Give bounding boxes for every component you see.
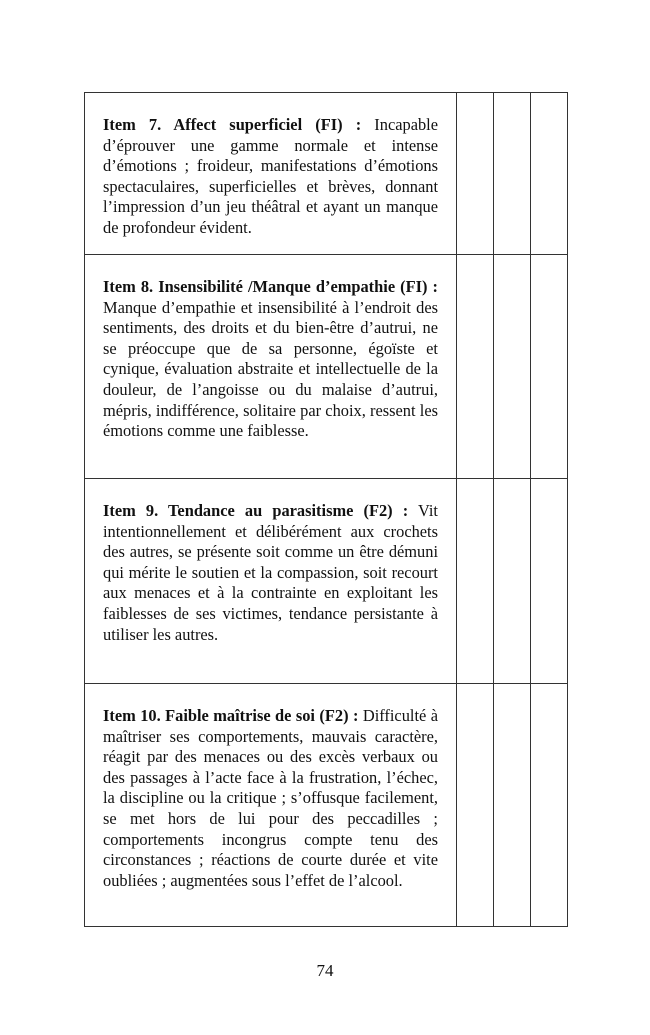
item-body: Vit intentionnellement et délibérément aux crochets des autres, se présente soit comme un être démuni qui mérite le soutien et la compassion, soit recourt aux menaces et à la contrainte en exploitant les faiblesses de ses victimes, tendance persistante à utiliser les autres. <box>103 501 438 644</box>
score-cell[interactable] <box>494 479 531 684</box>
item-8-text <box>103 277 438 442</box>
item-7-text <box>103 115 438 239</box>
score-cell[interactable] <box>531 93 568 255</box>
item-title: Item 9. Tendance au parasitisme (F2) : <box>103 501 409 520</box>
score-cell[interactable] <box>531 479 568 684</box>
score-cell[interactable] <box>494 255 531 479</box>
score-cell[interactable] <box>494 93 531 255</box>
item-title: Item 10. Faible maîtrise de soi (F2) : <box>103 706 359 725</box>
item-description-cell <box>85 479 457 684</box>
score-cell[interactable] <box>494 684 531 927</box>
score-cell[interactable] <box>457 479 494 684</box>
score-cell[interactable] <box>531 684 568 927</box>
table-row <box>85 255 568 479</box>
item-description-cell <box>85 684 457 927</box>
item-description-cell <box>85 255 457 479</box>
item-body: Incapable d’éprouver une gamme normale et intense d’émotions ; froideur, manifestations d’émotions spectaculaires, superficielles et brèves, donnant l’impression d’un jeu théâtral et ayant un manque de profondeur évident. <box>103 115 439 237</box>
items-table <box>84 92 568 927</box>
item-9-text <box>103 501 438 645</box>
table-row <box>85 479 568 684</box>
page-number: 74 <box>316 961 334 980</box>
table-row <box>85 684 568 927</box>
score-cell[interactable] <box>457 684 494 927</box>
item-title: Item 7. Affect superficiel (FI) : <box>103 115 362 134</box>
item-10-text <box>103 706 438 891</box>
item-title: Item 8. Insensibilité /Manque d’empathie (FI) : <box>103 277 438 296</box>
item-body: Manque d’empathie et insensibilité à l’endroit des sentiments, des droits et du bien-être d’autrui, ne se préoccupe que de sa personne, égoïste et cynique, évaluation abstraite et intellectuelle de la douleur, de l’angoisse ou du malaise d’autrui, mépris, indifférence, solitaire par choix, ressent les émotions comme une faiblesse. <box>103 297 438 441</box>
score-cell[interactable] <box>531 255 568 479</box>
score-cell[interactable] <box>457 93 494 255</box>
item-body: Difficulté à maîtriser ses comportements, mauvais caractère, réagit par des menaces ou des excès verbaux ou des passages à l’acte face à la frustration, l’échec, la discipline ou la critique ; s’offusque facilement, se met hors de lui pour des peccadilles ; comportements incongrus compte tenu des circonstances ; réactions de courte durée et vite oubliées ; augmentées sous l’effet de l’alcool. <box>103 706 438 890</box>
score-cell[interactable] <box>457 255 494 479</box>
table-row <box>85 93 568 255</box>
item-description-cell <box>85 93 457 255</box>
